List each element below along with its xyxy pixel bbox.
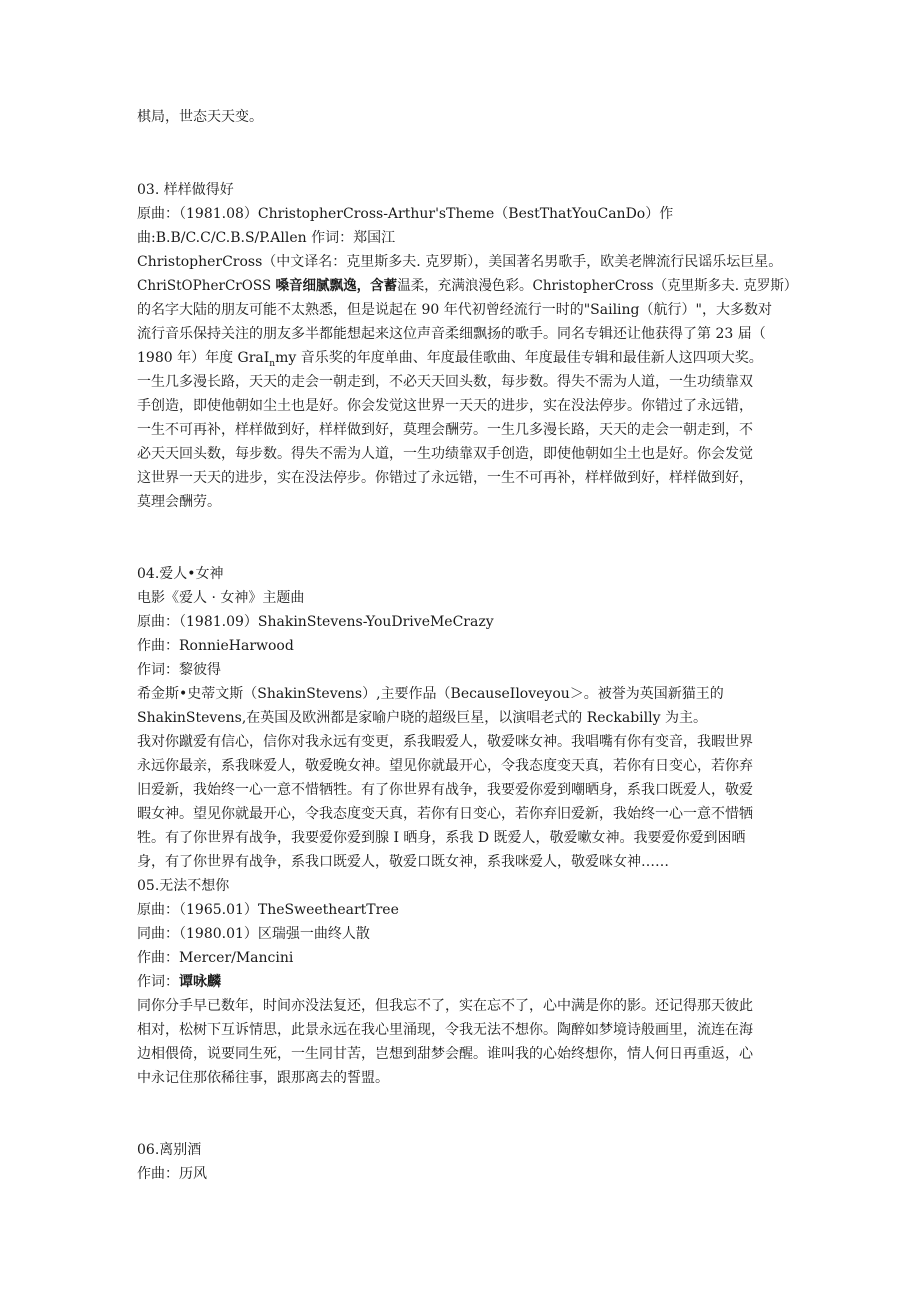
text-line: 这世界一天天的进步，实在没法停步。你错过了永远错，一生不可再补，样样做到好，样样做到好， — [137, 470, 753, 486]
text-line: 原曲：（1981.09）ShakinStevens-YouDriveMeCrazy — [137, 614, 494, 630]
text-line: 曲:B.B/C.C/C.B.S/P.Allen 作词：郑国江 — [137, 230, 396, 246]
text-fragment: ChriStOPherCrOSS — [137, 278, 276, 294]
text-fragment: 温柔，充满浪漫色彩。ChristopherCross（克里斯多夫. 克罗斯） — [397, 278, 798, 294]
text-line: 棋局，世态天天变。 — [137, 109, 263, 125]
text-fragment: 1980 年）年度 GraI — [137, 350, 270, 366]
text-line: 同曲：（1980.01）区瑞强一曲终人散 — [137, 926, 370, 942]
text-line: 莫理会酬劳。 — [137, 494, 221, 510]
text-line: ChristopherCross（中文译名：克里斯多夫. 克罗斯），美国著名男歌手，欧美老牌流行民谣乐坛巨星。 — [137, 254, 783, 270]
text-line: 作曲：历风 — [137, 1166, 207, 1182]
text-line: 作曲：RonnieHarwood — [137, 638, 294, 654]
text-line: 原曲：（1981.08）ChristopherCross-Arthur'sTheme（BestThatYouCanDo）作 — [137, 206, 674, 222]
text-line: 流行音乐保持关注的朋友多半都能想起来这位声音柔细飘扬的歌手。同名专辑还让他获得了第 23 届（ — [137, 326, 766, 342]
text-line — [137, 348, 763, 368]
text-line: 旧爱新，我始终一心一意不惜牺牲。有了你世界有战争，我要爱你爱到嘲晒身，系我口既爱人，敬爱 — [137, 782, 753, 798]
bold-text-fragment: 嗓音细腻飘逸，含蓄 — [275, 278, 398, 294]
text-line: 边相偎倚，说要同生死，一生同甘苦，岂想到甜梦会醒。谁叫我的心始终想你，情人何日再重返，心 — [137, 1046, 753, 1062]
text-line: 的名字大陆的朋友可能不太熟悉，但是说起在 90 年代初曾经流行一时的"Sailing（航行）"，大多数对 — [137, 302, 772, 318]
text-fragment: 作词： — [137, 974, 179, 990]
text-line: 作曲：Mercer/Mancini — [137, 950, 294, 966]
text-line: 一生几多漫长路，天天的走会一朝走到，不必天天回头数，每步数。得失不需为人道，一生功绩靠双 — [137, 374, 753, 390]
section-heading-06: 06.离别酒 — [137, 1142, 202, 1158]
text-line: 中永记住那依稀往事，跟那离去的誓盟。 — [137, 1070, 389, 1086]
text-line: 原曲：（1965.01）TheSweetheartTree — [137, 902, 399, 918]
text-line: 一生不可再补，样样做到好，样样做到好，莫理会酬劳。一生几多漫长路，天天的走会一朝走到，不 — [137, 422, 753, 438]
text-line: 相对，松树下互诉情思，此景永远在我心里涌现，令我无法不想你。陶醉如梦境诗般画里，流连在海 — [137, 1022, 753, 1038]
section-heading-05: 05.无法不想你 — [137, 878, 230, 894]
text-line: 同你分手早已数年，时间亦没法复还，但我忘不了，实在忘不了，心中满是你的影。还记得那天彼此 — [137, 998, 753, 1014]
text-line: 必天天回头数，每步数。得失不需为人道，一生功绩靠双手创造，即使他朝如尘土也是好。你会发觉 — [137, 446, 753, 462]
text-line: 希金斯•史蒂文斯（ShakinStevens）,主要作品（BecauseIloveyou＞。被誉为英国新猫王的 — [137, 686, 724, 702]
text-line: 永远你最亲，系我咪爱人，敬爱晚女神。望见你就最开心，令我态度变天真，若你有日变心，若你弃 — [137, 758, 753, 774]
bold-text-fragment: 谭咏麟 — [179, 974, 221, 990]
text-line — [137, 972, 221, 992]
text-line — [137, 276, 797, 296]
text-line: 身，有了你世界有战争，系我口既爱人，敬爱口既女神，系我咪爱人，敬爱咪女神…… — [137, 854, 669, 870]
text-fragment: my 音乐奖的年度单曲、年度最佳歌曲、年度最佳专辑和最佳新人这四项大奖。 — [275, 350, 763, 366]
section-heading-03: 03. 样样做得好 — [137, 182, 234, 198]
text-line: 暇女神。望见你就最开心，令我态度变天真，若你有日变心，若你弃旧爱新，我始终一心一意不惜牺 — [137, 806, 753, 822]
text-line: ShakinStevens,在英国及欧洲都是家喻户晓的超级巨星，以演唱老式的 Reckabilly 为主。 — [137, 710, 707, 726]
text-line: 手创造，即使他朝如尘土也是好。你会发觉这世界一天天的进步，实在没法停步。你错过了永远错， — [137, 398, 753, 414]
text-line: 牲。有了你世界有战争，我要爱你爱到腺 I 晒身，系我 D 既爱人，敬爱嗽女神。我要爱你爱到困晒 — [137, 830, 746, 846]
subscript-fragment: n — [269, 358, 276, 369]
section-heading-04: 04.爱人•女神 — [137, 566, 224, 582]
text-line: 电影《爱人 · 女神》主题曲 — [137, 590, 305, 606]
text-line: 作词：黎彼得 — [137, 662, 221, 678]
text-line: 我对你蹴爱有信心，信你对我永远有变更，系我暇爱人，敬爱咪女神。我唱嘴有你有变音，我暇世界 — [137, 734, 753, 750]
